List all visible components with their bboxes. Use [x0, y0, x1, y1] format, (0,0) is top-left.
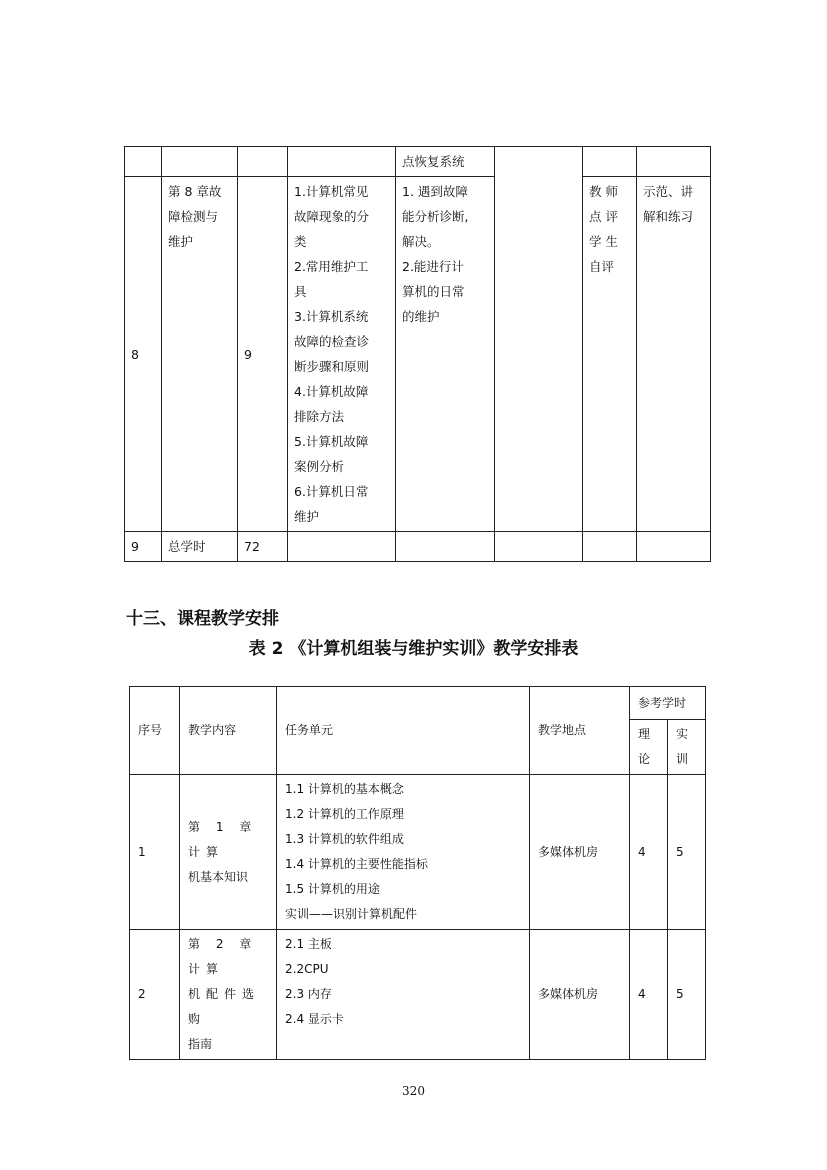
chapter-cell: 第 8 章故 障检测与 维护	[162, 177, 238, 532]
page-number: 320	[402, 1084, 425, 1098]
header-theory: 理 论	[630, 720, 668, 775]
row-index: 2	[130, 930, 180, 1060]
method-cell: 示范、讲 解和练习	[637, 177, 711, 532]
header-practice: 实 训	[668, 720, 706, 775]
schedule-table	[129, 686, 706, 1060]
table-row	[130, 930, 706, 1060]
location-cell: 多媒体机房	[530, 775, 630, 930]
total-label: 总学时	[162, 532, 238, 562]
header-location: 教学地点	[530, 687, 630, 775]
chapter-cell: 第 1 章计算 机基本知识	[180, 775, 277, 930]
theory-hours: 4	[630, 775, 668, 930]
header-index: 序号	[130, 687, 180, 775]
table-row	[125, 147, 711, 177]
hours-cell: 9	[238, 177, 288, 532]
table-caption: 表 2 《计算机组装与维护实训》教学安排表	[248, 639, 579, 659]
row-index: 8	[125, 177, 162, 532]
table-row	[130, 775, 706, 930]
chapter-cell: 第 2 章计算 机配件选购 指南	[180, 930, 277, 1060]
objectives-cell: 1. 遇到故障 能分析诊断, 解决。 2.能进行计 算机的日常 的维护	[396, 177, 495, 532]
theory-hours: 4	[630, 930, 668, 1060]
section-heading: 十三、课程教学安排	[126, 609, 279, 629]
practice-hours: 5	[668, 930, 706, 1060]
row-index: 1	[130, 775, 180, 930]
practice-hours: 5	[668, 775, 706, 930]
header-units: 任务单元	[277, 687, 530, 775]
units-cell: 1.1 计算机的基本概念 1.2 计算机的工作原理 1.3 计算机的软件组成 1.4 计算机的主要性能指标 1.5 计算机的用途 实训——识别计算机配件	[277, 775, 530, 930]
table-row	[125, 532, 711, 562]
table-header-row	[130, 687, 706, 720]
evaluation-cell: 教 师 点 评 学 生 自评	[583, 177, 637, 532]
header-ref-hours: 参考学时	[630, 687, 706, 720]
total-hours: 72	[238, 532, 288, 562]
table-cell: 点恢复系统	[396, 147, 495, 177]
row-index: 9	[125, 532, 162, 562]
header-content: 教学内容	[180, 687, 277, 775]
units-cell: 2.1 主板 2.2CPU 2.3 内存 2.4 显示卡	[277, 930, 530, 1060]
course-table-continued	[124, 146, 711, 562]
location-cell: 多媒体机房	[530, 930, 630, 1060]
content-cell: 1.计算机常见 故障现象的分 类 2.常用维护工 具 3.计算机系统 故障的检查诊 断步骤和原则 4.计算机故障 排除方法 5.计算机故障 案例分析 6.计算机日常 维护	[288, 177, 396, 532]
table-row	[125, 177, 711, 532]
